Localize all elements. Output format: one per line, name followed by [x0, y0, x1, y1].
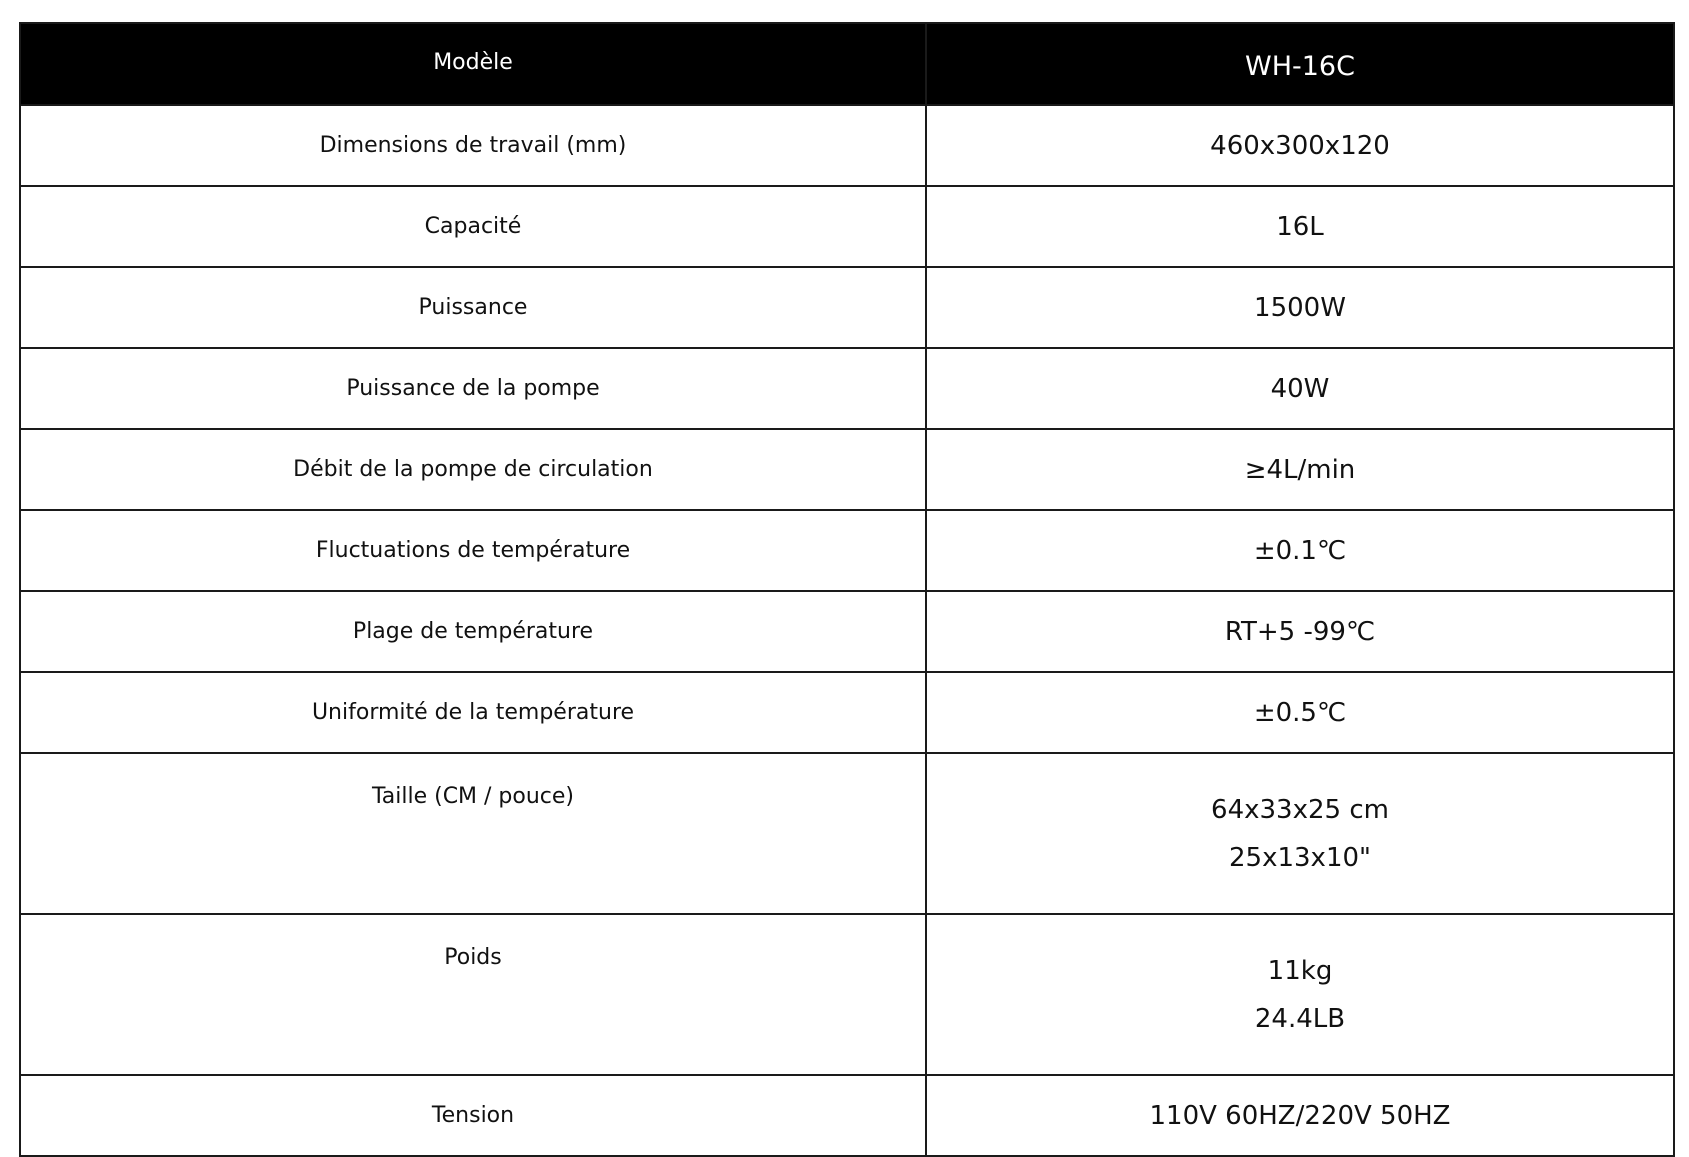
- row-value-cell: [926, 186, 1674, 267]
- header-label-cell: [20, 23, 926, 105]
- row-label: Dimensions de travail (mm): [319, 132, 627, 158]
- row-value: 1500W: [1254, 292, 1346, 323]
- table-row: [20, 510, 1674, 591]
- table-row: [20, 672, 1674, 753]
- table-row: [20, 348, 1674, 429]
- row-label-cell: [20, 1075, 926, 1156]
- row-value: 11kg: [1267, 955, 1333, 986]
- row-label-cell: [20, 510, 926, 591]
- row-value: 64x33x25 cm: [1211, 794, 1389, 825]
- table-row: [20, 105, 1674, 186]
- row-label: Plage de température: [352, 618, 594, 644]
- table-row: [20, 591, 1674, 672]
- row-value-cell: [926, 348, 1674, 429]
- header-label: Modèle: [433, 49, 513, 75]
- header-value-cell: [926, 23, 1674, 105]
- row-value-cell: [926, 510, 1674, 591]
- row-label-cell: [20, 672, 926, 753]
- row-value: 24.4LB: [1254, 1003, 1346, 1034]
- row-value: ≥4L/min: [1244, 454, 1356, 485]
- table-row: [20, 1075, 1674, 1156]
- table-row: [20, 267, 1674, 348]
- row-label: Taille (CM / pouce): [371, 784, 575, 809]
- row-value: 110V 60HZ/220V 50HZ: [1149, 1100, 1451, 1131]
- row-label: Puissance de la pompe: [346, 375, 600, 401]
- row-value-cell: [926, 1075, 1674, 1156]
- row-label-cell: [20, 591, 926, 672]
- row-value: ±0.5℃: [1253, 697, 1347, 728]
- row-value-cell: [926, 429, 1674, 510]
- row-value: 40W: [1270, 373, 1330, 404]
- row-value-cell: [926, 672, 1674, 753]
- row-label: Poids: [444, 945, 502, 970]
- row-value-cell: [926, 591, 1674, 672]
- row-value: RT+5 -99℃: [1224, 616, 1376, 647]
- row-label: Débit de la pompe de circulation: [293, 456, 653, 482]
- row-label-cell: [20, 105, 926, 186]
- table-header-row: [20, 23, 1674, 105]
- row-label-cell: [20, 753, 926, 914]
- header-value: WH-16C: [1245, 50, 1355, 82]
- row-value: 460x300x120: [1210, 130, 1390, 161]
- table-row: [20, 753, 1674, 914]
- table-row: [20, 186, 1674, 267]
- row-value: ±0.1℃: [1253, 535, 1347, 566]
- row-label: Puissance: [418, 294, 528, 320]
- spec-table: [19, 22, 1675, 1157]
- row-value-cell: [926, 914, 1674, 1075]
- row-label-cell: [20, 429, 926, 510]
- row-value: 25x13x10": [1229, 842, 1371, 873]
- row-label-cell: [20, 186, 926, 267]
- row-label-cell: [20, 348, 926, 429]
- row-label-cell: [20, 267, 926, 348]
- row-label: Uniformité de la température: [311, 699, 635, 725]
- row-label-cell: [20, 914, 926, 1075]
- row-value: 16L: [1276, 211, 1324, 242]
- row-value-cell: [926, 753, 1674, 914]
- row-value-cell: [926, 267, 1674, 348]
- row-value-cell: [926, 105, 1674, 186]
- row-label: Capacité: [424, 213, 522, 239]
- row-label: Tension: [431, 1102, 515, 1128]
- row-label: Fluctuations de température: [315, 537, 631, 563]
- table-row: [20, 914, 1674, 1075]
- table-row: [20, 429, 1674, 510]
